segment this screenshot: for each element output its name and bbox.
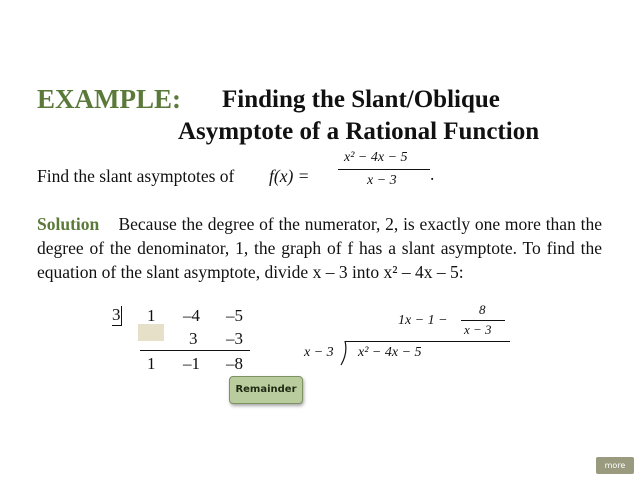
remainder-badge[interactable]: Remainder [229,376,303,404]
synthetic-highlight [138,324,164,341]
prompt-function: f(x) = [269,166,310,186]
synthetic-r3-c1: 1 [147,354,156,373]
longdiv-remainder-bar [461,320,505,321]
synthetic-divisor: 3 [112,305,121,324]
synthetic-sum-line [140,350,250,351]
longdiv-vinculum [345,341,510,342]
solution-text: Because the degree of the numerator, 2, is exactly one more than the degree of the denominator, 1, the graph of f has a slant asymptote. To find the equation of the slant asymptote, divide x – 3 into x² – 4x – 5: [37,214,603,282]
longdiv-dividend: x² − 4x − 5 [358,345,422,360]
synthetic-r2-c2: 3 [189,329,198,348]
synthetic-divisor-bracket [121,306,122,326]
title-line-1: Finding the Slant/Oblique [222,86,500,113]
prompt-fraction-bar [338,169,430,170]
example-label: EXAMPLE: [37,84,181,114]
synthetic-r1-c3: –5 [226,306,243,325]
synthetic-r1-c1: 1 [147,306,156,325]
longdiv-bracket-icon [338,340,348,366]
prompt-denominator: x − 3 [367,173,397,188]
synthetic-divisor-underline [112,325,122,326]
title-line-2: Asymptote of a Rational Function [178,118,540,145]
synthetic-r3-c2: –1 [183,354,200,373]
longdiv-quotient: 1x − 1 − [398,313,448,328]
synthetic-r2-c3: –3 [226,329,243,348]
longdiv-remainder-denominator: x − 3 [464,322,492,337]
solution-paragraph [37,212,602,284]
prompt-period: . [430,164,435,184]
longdiv-remainder-numerator: 8 [479,302,486,317]
solution-label: Solution [37,214,100,234]
longdiv-divisor: x − 3 [304,345,334,360]
synthetic-r3-c3: –8 [226,354,243,373]
more-button[interactable]: more [596,457,634,474]
prompt-text: Find the slant asymptotes of [37,166,235,186]
synthetic-r1-c2: –4 [183,306,200,325]
prompt-numerator: x² − 4x − 5 [344,150,408,165]
